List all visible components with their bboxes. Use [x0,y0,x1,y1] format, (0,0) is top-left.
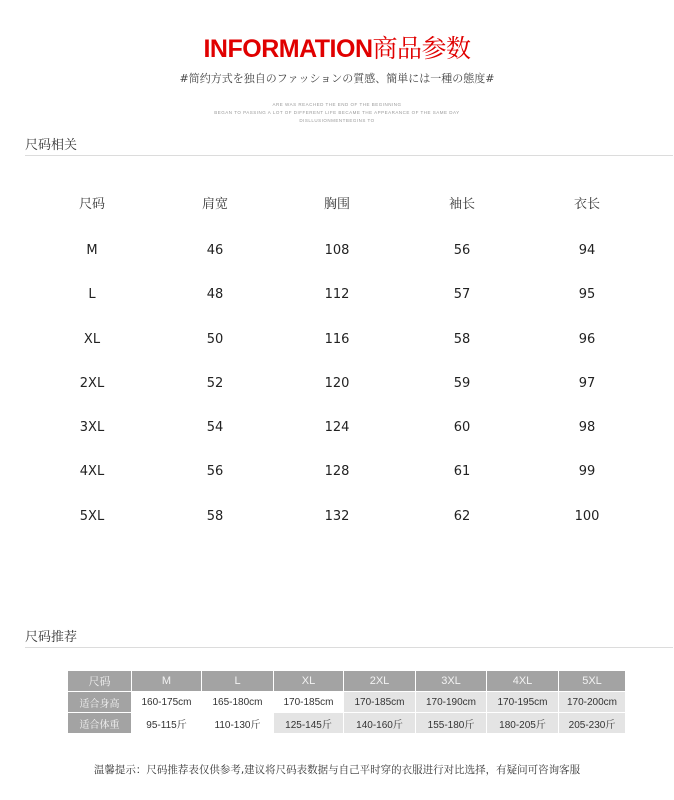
size-section-label: 尺码相关 [25,138,78,153]
size-cell-sleeve: 57 [453,287,471,302]
title-english: INFORMATION [203,35,373,63]
size-cell-chest: 116 [324,332,350,347]
recommend-header-cell: L [202,671,274,692]
table-cell: 140-160斤 [344,713,416,734]
size-cell-chest: 120 [324,376,350,391]
size-cell-shoulder: 58 [206,509,224,524]
size-cell-length: 97 [578,376,596,391]
page-title [0,34,674,64]
size-cell-sleeve: 59 [453,376,471,391]
size-cell-shoulder: 52 [206,376,224,391]
size-cell-shoulder: 46 [206,243,224,258]
size-cell-shoulder: 54 [206,420,224,435]
table-cell: 160-175cm [132,692,202,713]
recommend-header-cell: 5XL [559,671,626,692]
size-cell-size: XL [83,332,101,347]
size-cell-sleeve: 61 [453,464,471,479]
size-header-chest: 胸围 [323,197,350,212]
table-cell: 170-190cm [416,692,487,713]
recommend-header-cell: 3XL [416,671,487,692]
size-cell-size: M [86,243,98,258]
size-cell-sleeve: 58 [453,332,471,347]
recommend-header-cell: M [132,671,202,692]
size-cell-size: 3XL [79,420,105,435]
tiny-text-line-2: BEGAN TO PASSING A LOT OF DIFFERENT LIFE BECAME THE APPEARANCE OF THE SAME DAY [214,110,460,115]
table-cell: 170-185cm [344,692,416,713]
row-label: 适合身高 [68,692,132,713]
size-cell-chest: 124 [324,420,350,435]
size-cell-sleeve: 62 [453,509,471,524]
section-divider [25,155,673,156]
recommend-header-cell: XL [274,671,344,692]
size-cell-size: 5XL [79,509,105,524]
table-cell: 110-130斤 [202,713,274,734]
size-cell-length: 95 [578,287,596,302]
recommend-header-row [68,671,626,692]
size-cell-chest: 112 [324,287,350,302]
table-cell: 170-200cm [559,692,626,713]
size-cell-length: 99 [578,464,596,479]
size-header-shoulder: 肩宽 [201,197,228,212]
size-header-sleeve: 袖长 [448,197,475,212]
recommend-weight-row [68,713,626,734]
size-cell-shoulder: 48 [206,287,224,302]
size-cell-chest: 128 [324,464,350,479]
size-recommend-table [67,670,626,734]
size-cell-chest: 132 [324,509,350,524]
recommend-header-cell: 尺码 [68,671,132,692]
recommend-section-label: 尺码推荐 [25,630,78,645]
size-cell-size: L [88,287,96,302]
size-header-size: 尺码 [78,197,105,212]
size-cell-shoulder: 56 [206,464,224,479]
size-cell-length: 98 [578,420,596,435]
table-cell: 155-180斤 [416,713,487,734]
table-cell: 170-185cm [274,692,344,713]
size-header-length: 衣长 [573,197,600,212]
size-cell-shoulder: 50 [206,332,224,347]
tiny-text-line-1: ARE WAS REACHED THE END OF THE BEGINNING [272,102,402,107]
table-cell: 125-145斤 [274,713,344,734]
table-cell: 95-115斤 [132,713,202,734]
table-cell: 180-205斤 [487,713,559,734]
tiny-text-line-3: DISLLUSIONMENTBEGINS TO [299,118,375,123]
table-cell: 205-230斤 [559,713,626,734]
row-label: 适合体重 [68,713,132,734]
recommend-header-cell: 2XL [344,671,416,692]
subtitle: #简约方式を独自のファッションの質感、簡単には一種の態度# [179,72,495,85]
recommend-height-row [68,692,626,713]
title-chinese: 商品参数 [372,34,471,63]
table-cell: 170-195cm [487,692,559,713]
size-cell-size: 2XL [79,376,105,391]
recommend-header-cell: 4XL [487,671,559,692]
size-cell-length: 94 [578,243,596,258]
section-divider [25,647,673,648]
size-cell-size: 4XL [79,464,105,479]
table-cell: 165-180cm [202,692,274,713]
size-cell-sleeve: 56 [453,243,471,258]
size-cell-length: 100 [574,509,600,524]
size-cell-length: 96 [578,332,596,347]
tip-note: 温馨提示：尺码推荐表仅供参考,建议将尺码表数据与自己平时穿的衣服进行对比选择，有疑问可咨询客服 [93,764,581,776]
size-cell-chest: 108 [324,243,350,258]
size-cell-sleeve: 60 [453,420,471,435]
